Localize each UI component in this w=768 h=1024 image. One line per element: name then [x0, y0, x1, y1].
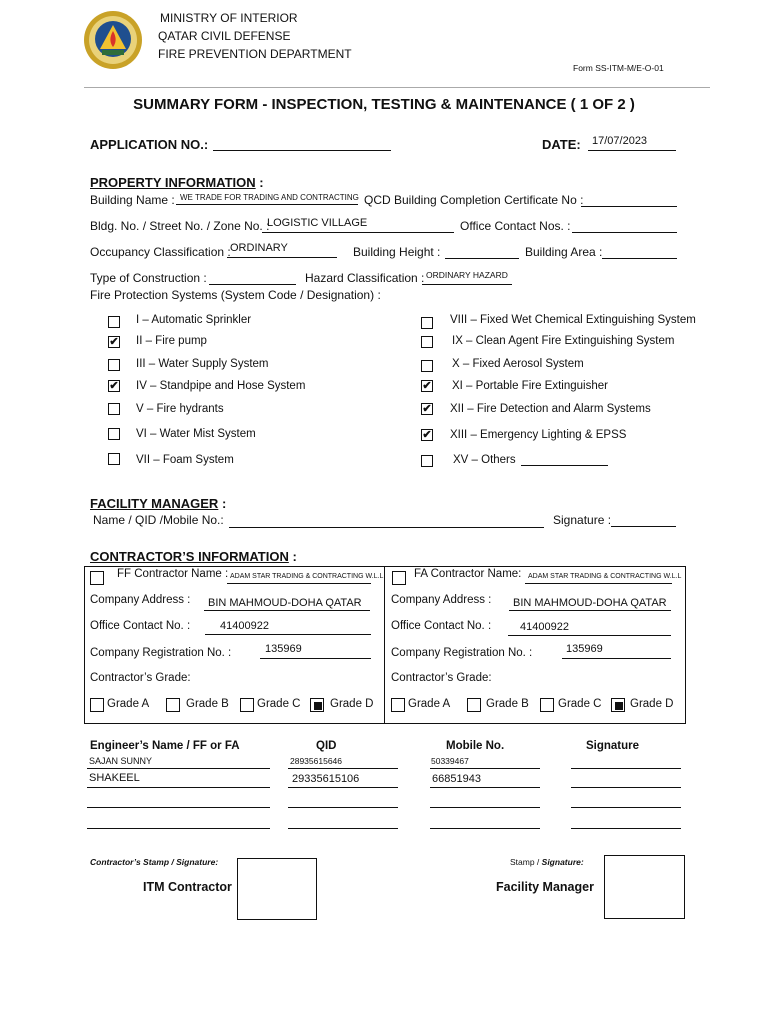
engineer-4-signature-line[interactable] — [571, 828, 681, 829]
checkbox-aerosol[interactable] — [421, 360, 433, 372]
facility-manager-heading-colon: : — [218, 496, 227, 511]
fm-stamp-label — [510, 857, 584, 867]
engineer-2-qid[interactable]: 29335615106 — [292, 773, 360, 785]
ff-contractor-name-line — [227, 583, 371, 584]
engineer-1-mobile[interactable]: 50339467 — [431, 756, 469, 766]
fa-company-address-label: Company Address : — [391, 594, 492, 606]
fm-name-qid-mobile-field[interactable] — [229, 527, 544, 528]
fm-stamp-label-a: Stamp / — [510, 857, 542, 867]
ff-office-contact-value[interactable]: 41400922 — [220, 620, 269, 632]
application-label: APPLICATION NO.: — [90, 137, 209, 152]
fa-registration-value[interactable]: 135969 — [566, 643, 603, 655]
construction-type-label: Type of Construction : — [90, 271, 207, 285]
fa-registration-line — [562, 658, 671, 659]
ff-grade-d-filled-mark — [314, 702, 322, 710]
date-field-line — [588, 150, 676, 151]
ff-company-address-label: Company Address : — [90, 594, 191, 606]
form-title: SUMMARY FORM - INSPECTION, TESTING & MAINTENANCE ( 1 OF 2 ) — [133, 96, 635, 113]
system-portable-extinguisher-label: XI – Portable Fire Extinguisher — [452, 380, 608, 392]
bldg-street-zone-value[interactable]: LOGISTIC VILLAGE — [267, 217, 368, 229]
ff-grade-c-label: Grade C — [257, 698, 301, 710]
fm-stamp-box[interactable] — [604, 855, 685, 919]
contractor-table-divider — [384, 566, 385, 724]
ff-grade-a-checkbox[interactable] — [90, 698, 104, 712]
checkbox-sprinkler[interactable] — [108, 316, 120, 328]
engineer-2-mobile[interactable]: 66851943 — [432, 773, 481, 785]
fa-company-address-value[interactable]: BIN MAHMOUD-DOHA QATAR — [513, 597, 667, 609]
occupancy-label: Occupancy Classification : — [90, 245, 231, 259]
construction-type-field[interactable] — [209, 284, 296, 285]
checkbox-clean-agent[interactable] — [421, 336, 433, 348]
system-fire-alarm-label: XII – Fire Detection and Alarm Systems — [450, 403, 651, 415]
department-name: FIRE PREVENTION DEPARTMENT — [158, 47, 352, 61]
contractor-stamp-label: Contractor’s Stamp / Signature: — [90, 857, 219, 867]
fa-office-contact-label: Office Contact No. : — [391, 620, 492, 632]
ff-grade-b-label: Grade B — [186, 698, 229, 710]
fire-protection-label: Fire Protection Systems (System Code / Designation) : — [90, 288, 381, 302]
ff-registration-label: Company Registration No. : — [90, 647, 232, 659]
date-value[interactable]: 17/07/2023 — [592, 135, 648, 147]
fm-name-qid-mobile-label: Name / QID /Mobile No.: — [93, 513, 224, 527]
qcd-certificate-field[interactable] — [581, 206, 677, 207]
ff-office-contact-label: Office Contact No. : — [90, 620, 191, 632]
system-water-mist-label: VI – Water Mist System — [136, 428, 256, 440]
engineer-4-mobile-line[interactable] — [430, 828, 540, 829]
hazard-label: Hazard Classification : — [305, 271, 425, 285]
office-contact-label: Office Contact Nos. : — [460, 219, 571, 233]
system-clean-agent-label: IX – Clean Agent Fire Extinguishing System — [452, 335, 675, 347]
system-others-label: XV – Others — [453, 454, 516, 466]
itm-contractor-title: ITM Contractor — [143, 880, 232, 894]
checkbox-wet-chemical[interactable] — [421, 317, 433, 329]
building-area-label: Building Area : — [525, 245, 603, 259]
fa-contractor-checkbox[interactable] — [392, 571, 406, 585]
fa-grade-b-label: Grade B — [486, 698, 529, 710]
engineer-2-qid-line — [288, 787, 398, 788]
checkbox-fire-alarm[interactable]: ✔ — [422, 403, 432, 415]
system-water-supply-label: III – Water Supply System — [136, 358, 269, 370]
property-heading-text: PROPERTY INFORMATION — [90, 175, 256, 190]
ff-contractor-name-label: FF Contractor Name : — [117, 568, 229, 580]
building-name-label: Building Name : — [90, 193, 175, 207]
checkbox-water-supply[interactable] — [108, 359, 120, 371]
engineer-1-signature-line[interactable] — [571, 768, 681, 769]
occupancy-value[interactable]: ORDINARY — [230, 242, 288, 254]
engineer-2-mobile-line — [430, 787, 540, 788]
system-standpipe-label: IV – Standpipe and Hose System — [136, 380, 306, 392]
header-divider — [84, 87, 710, 88]
fa-company-address-line — [509, 610, 671, 611]
system-sprinkler-label: I – Automatic Sprinkler — [136, 314, 252, 326]
fa-contractor-name-line — [525, 583, 672, 584]
fa-grade-a-label: Grade A — [408, 698, 451, 710]
fa-grade-d-label: Grade D — [630, 698, 674, 710]
mobile-header: Mobile No. — [446, 740, 505, 752]
fm-signature-label: Signature : — [553, 513, 612, 527]
application-no-field[interactable] — [213, 150, 391, 151]
contractor-heading — [90, 549, 297, 564]
ff-company-address-line — [204, 610, 370, 611]
building-area-field[interactable] — [602, 258, 677, 259]
form-code: Form SS-ITM-M/E-O-01 — [573, 63, 664, 73]
checkbox-emergency-lighting[interactable]: ✔ — [422, 429, 432, 441]
civil-defense-name: QATAR CIVIL DEFENSE — [158, 29, 291, 43]
ff-contractor-checkbox[interactable] — [90, 571, 104, 585]
facility-manager-title: Facility Manager — [496, 880, 594, 894]
checkbox-fire-pump[interactable]: ✔ — [109, 336, 119, 348]
date-label: DATE: — [542, 137, 581, 152]
fa-contractor-name-value[interactable]: ADAM STAR TRADING & CONTRACTING W.L.L — [528, 573, 682, 580]
engineer-3-qid-line[interactable] — [288, 807, 398, 808]
qid-header: QID — [316, 740, 337, 752]
fa-grade-c-label: Grade C — [558, 698, 602, 710]
building-height-label: Building Height : — [353, 245, 441, 259]
ff-grade-c-checkbox[interactable] — [240, 698, 254, 712]
checkbox-fire-hydrants[interactable] — [108, 403, 120, 415]
fa-registration-label: Company Registration No. : — [391, 647, 533, 659]
engineer-1-name-line — [87, 768, 270, 769]
ff-registration-line — [260, 658, 371, 659]
engineer-1-name[interactable]: SAJAN SUNNY — [89, 756, 153, 766]
ff-grade-label: Contractor’s Grade: — [90, 672, 191, 684]
occupancy-line — [227, 257, 337, 258]
ff-contractor-name-value[interactable]: ADAM STAR TRADING & CONTRACTING W.L.L — [230, 573, 384, 580]
system-emergency-lighting-label: XIII – Emergency Lighting & EPSS — [450, 429, 627, 441]
engineer-1-mobile-line — [430, 768, 540, 769]
fa-grade-label: Contractor’s Grade: — [391, 672, 492, 684]
fa-grade-a-checkbox[interactable] — [391, 698, 405, 712]
fa-grade-c-checkbox[interactable] — [540, 698, 554, 712]
fa-office-contact-value[interactable]: 41400922 — [520, 621, 569, 633]
engineer-3-name-line[interactable] — [87, 807, 270, 808]
building-name-value[interactable]: WE TRADE FOR TRADING AND CONTRACTING — [180, 193, 359, 202]
fa-office-contact-line — [508, 635, 671, 636]
fm-stamp-label-b: Signature: — [541, 857, 584, 867]
engineer-4-name-line[interactable] — [87, 828, 270, 829]
fa-grade-d-filled-mark — [615, 702, 623, 710]
facility-manager-heading-text: FACILITY MANAGER — [90, 496, 219, 511]
checkbox-others[interactable] — [421, 455, 433, 467]
engineer-1-qid-line — [288, 768, 398, 769]
engineer-name-header: Engineer’s Name / FF or FA — [90, 740, 240, 752]
ff-company-address-value[interactable]: BIN MAHMOUD-DOHA QATAR — [208, 597, 362, 609]
ff-grade-d-label: Grade D — [330, 698, 374, 710]
facility-manager-heading — [90, 496, 226, 511]
others-field[interactable] — [521, 465, 608, 466]
engineer-2-signature-line[interactable] — [571, 787, 681, 788]
ff-grade-d-checkbox[interactable] — [310, 698, 324, 712]
fa-grade-b-checkbox[interactable] — [467, 698, 481, 712]
engineer-3-mobile-line[interactable] — [430, 807, 540, 808]
ff-office-contact-line — [205, 634, 371, 635]
contractor-heading-colon: : — [288, 549, 297, 564]
ff-grade-a-label: Grade A — [107, 698, 150, 710]
engineer-3-signature-line[interactable] — [571, 807, 681, 808]
system-foam-label: VII – Foam System — [136, 454, 234, 466]
fm-signature-field[interactable] — [611, 526, 676, 527]
ministry-logo — [82, 9, 144, 71]
bldg-street-zone-line — [262, 232, 454, 233]
checkbox-water-mist[interactable] — [108, 428, 120, 440]
contractor-stamp-box[interactable] — [237, 858, 317, 920]
signature-header: Signature — [586, 740, 640, 752]
system-aerosol-label: X – Fixed Aerosol System — [452, 358, 584, 370]
checkbox-foam[interactable] — [108, 453, 120, 465]
checkbox-standpipe[interactable]: ✔ — [109, 380, 119, 392]
system-fire-hydrants-label: V – Fire hydrants — [136, 403, 224, 415]
ministry-name: MINISTRY OF INTERIOR — [160, 11, 298, 25]
ff-grade-b-checkbox[interactable] — [166, 698, 180, 712]
system-fire-pump-label: II – Fire pump — [136, 335, 207, 347]
qcd-certificate-label: QCD Building Completion Certificate No : — [364, 193, 584, 207]
property-heading-colon: : — [255, 175, 264, 190]
building-height-field[interactable] — [445, 258, 519, 259]
property-heading — [90, 175, 264, 190]
engineer-4-qid-line[interactable] — [288, 828, 398, 829]
fa-contractor-name-label: FA Contractor Name: — [414, 568, 522, 580]
ff-registration-value[interactable]: 135969 — [265, 643, 302, 655]
engineer-2-name[interactable]: SHAKEEL — [89, 772, 140, 784]
bldg-street-zone-label: Bldg. No. / Street No. / Zone No. : — [90, 219, 270, 233]
checkbox-portable-extinguisher[interactable]: ✔ — [422, 380, 432, 392]
contractor-heading-text: CONTRACTOR’S INFORMATION — [90, 549, 289, 564]
hazard-line — [422, 284, 512, 285]
hazard-value[interactable]: ORDINARY HAZARD — [426, 270, 508, 280]
fa-grade-d-checkbox[interactable] — [611, 698, 625, 712]
building-name-line — [176, 204, 358, 205]
system-wet-chemical-label: VIII – Fixed Wet Chemical Extinguishing System — [450, 314, 696, 326]
engineer-1-qid[interactable]: 28935615646 — [290, 756, 343, 766]
office-contact-field[interactable] — [572, 232, 677, 233]
engineer-2-name-line — [87, 787, 270, 788]
